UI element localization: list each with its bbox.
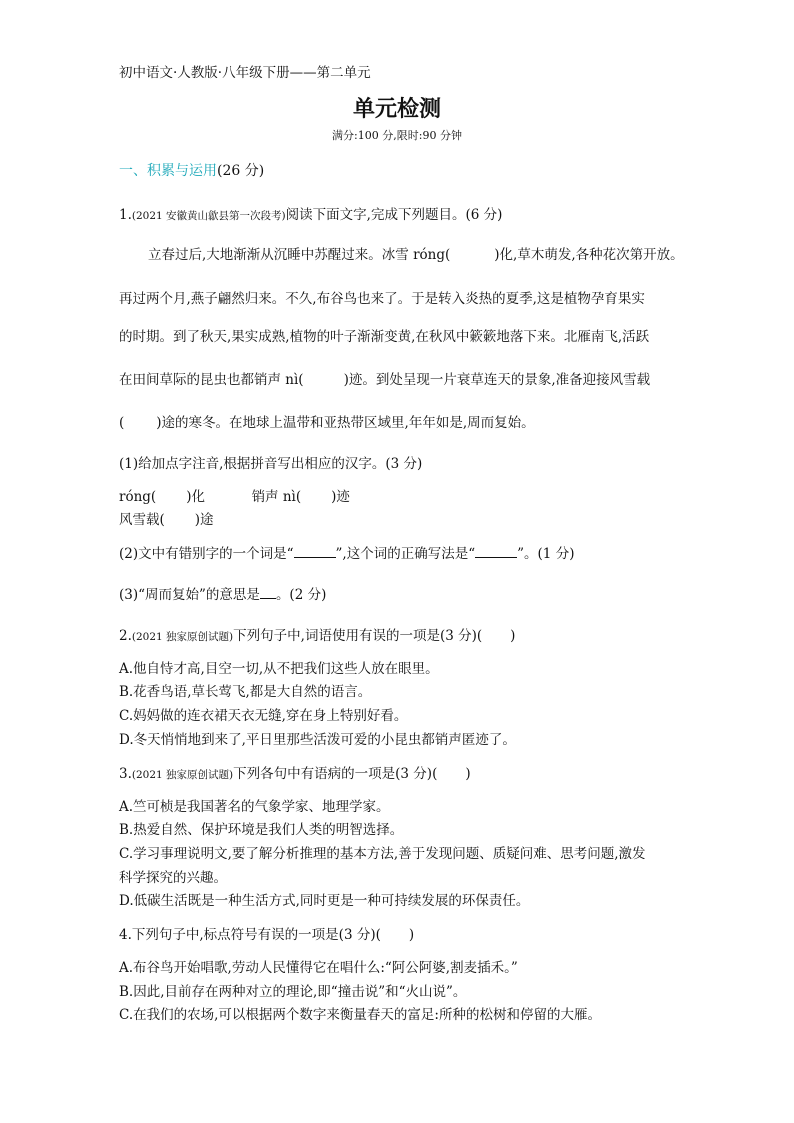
question-source: (2021 安徽黄山歙县第一次段考) — [131, 210, 286, 222]
passage-line-3: 的时期。到了秋天,果实成熟,植物的叶子渐渐变黄,在秋风中簌簌地落下来。北雁南飞,活跃 — [119, 329, 650, 345]
question-1-stem: 1.(2021 安徽黄山歙县第一次段考)阅读下面文字,完成下列题目。(6 分) — [119, 207, 503, 223]
option-d: D.低碳生活既是一种生活方式,同时更是一种可持续发展的环保责任。 — [119, 893, 530, 909]
passage-line-1: 立春过后,大地渐渐从沉睡中苏醒过来。冰雪 róng( )化,草木萌发,各种花次第开放。 — [148, 247, 684, 263]
section-heading — [119, 160, 264, 180]
answer-blank[interactable] — [260, 586, 276, 599]
option-d: D.冬天悄悄地到来了,平日里那些活泼可爱的小昆虫都销声匿迹了。 — [119, 732, 516, 748]
question-2-stem: 2.(2021 独家原创试题)下列句子中,词语使用有误的一项是(3 分)( ) — [119, 628, 516, 644]
option-c: C.妈妈做的连衣裙天衣无缝,穿在身上特别好看。 — [119, 708, 408, 724]
option-a: A.布谷鸟开始唱歌,劳动人民懂得它在唱什么:“阿公阿婆,割麦插禾。” — [119, 960, 518, 976]
section-label: 一、积累与运用 — [119, 163, 217, 179]
passage-line-2: 再过两个月,燕子翩然归来。不久,布谷鸟也来了。于是转入炎热的夏季,这是植物孕育果实 — [119, 291, 645, 307]
answer-row-1: róng( )化 销声 nì( )迹 — [119, 489, 350, 505]
answer-row-2: 风雪载( )途 — [119, 512, 214, 528]
option-c: C.在我们的农场,可以根据两个数字来衡量春天的富足:所种的松树和停留的大雁。 — [119, 1007, 601, 1023]
option-a: A.他自恃才高,目空一切,从不把我们这些人放在眼里。 — [119, 661, 439, 677]
exam-meta: 满分:100 分,限时:90 分钟 — [332, 129, 462, 142]
passage-line-4: 在田间草际的昆虫也都销声 nì( )迹。到处呈现一片衰草连天的景象,准备迎接风雪载 — [119, 372, 651, 388]
option-b: B.热爱自然、保护环境是我们人类的明智选择。 — [119, 822, 404, 838]
option-c: C.学习事理说明文,要了解分析推理的基本方法,善于发现问题、质疑问难、思考问题,激发 — [119, 846, 646, 862]
sub-question-1: (1)给加点字注音,根据拼音写出相应的汉字。(3 分) — [119, 456, 423, 472]
question-4-stem: 4.下列句子中,标点符号有误的一项是(3 分)( ) — [119, 927, 415, 943]
option-b: B.花香鸟语,草长莺飞,都是大自然的语言。 — [119, 684, 372, 700]
page-header: 初中语文·人教版·八年级下册——第二单元 — [119, 65, 371, 81]
option-b: B.因此,目前存在两种对立的理论,即“撞击说”和“火山说”。 — [119, 984, 467, 1000]
passage-line-5: ( )途的寒冬。在地球上温带和亚热带区域里,年年如是,周而复始。 — [119, 415, 535, 431]
sub-question-2: (2)文中有错别字的一个词是“ ”,这个词的正确写法是“ ”。(1 分) — [119, 546, 575, 562]
sub-question-3: (3)“周而复始”的意思是 。(2 分) — [119, 587, 327, 603]
question-3-stem: 3.(2021 独家原创试题)下列各句中有语病的一项是(3 分)( ) — [119, 766, 471, 782]
answer-blank[interactable] — [475, 545, 517, 558]
option-a: A.竺可桢是我国著名的气象学家、地理学家。 — [119, 799, 390, 815]
answer-blank[interactable] — [294, 545, 336, 558]
section-score: (26 分) — [217, 163, 265, 179]
page-title: 单元检测 — [352, 96, 441, 122]
option-c-cont: 科学探究的兴趣。 — [119, 870, 227, 886]
